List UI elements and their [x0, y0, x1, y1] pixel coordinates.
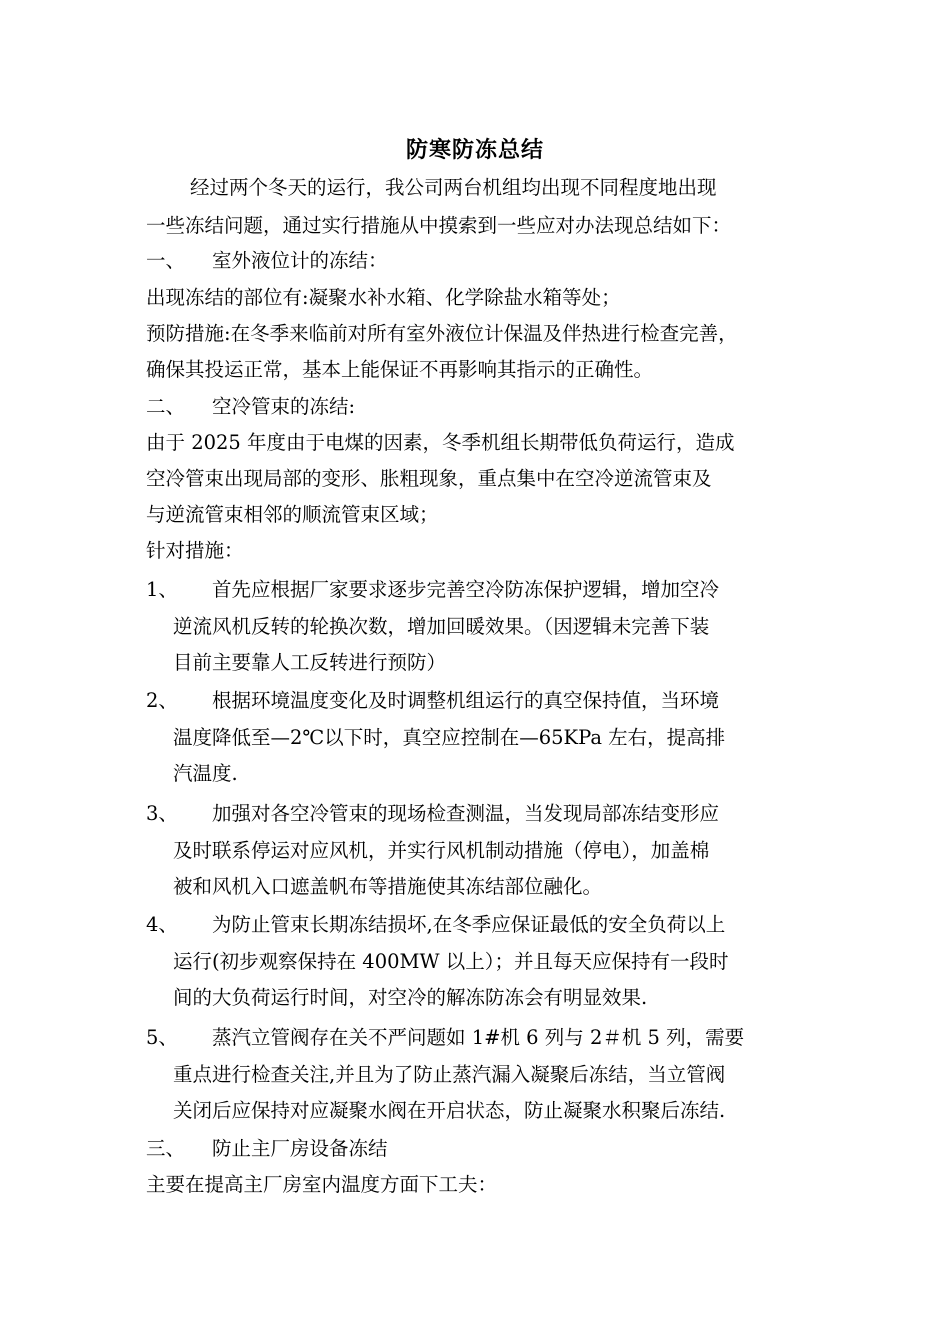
item3-line-1: 加强对各空冷管束的现场检查测温，当发现局部冻结变形应	[212, 802, 720, 825]
item2-line-2: 温度降低至—2℃以下时，真空应控制在—65KPa 左右，提高排	[173, 726, 726, 749]
item3-line-2: 及时联系停运对应风机，并实行风机制动措施（停电），加盖棉	[173, 839, 710, 862]
section3-line-1: 主要在提高主厂房室内温度方面下工夫：	[146, 1173, 498, 1196]
item4-line-3: 间的大负荷运行时间，对空冷的解冻防冻会有明显效果.	[173, 986, 648, 1009]
item5-line-1: 蒸汽立管阀存在关不严问题如 1#机 6 列与 2＃机 5 列，需要	[212, 1026, 745, 1049]
section3-number: 三、	[146, 1137, 186, 1160]
section2-line-1: 由于 2025 年度由于电煤的因素，冬季机组长期带低负荷运行，造成	[146, 431, 735, 454]
section1-number: 一、	[146, 249, 186, 272]
section1-line-2: 预防措施:在冬季来临前对所有室外液位计保温及伴热进行检查完善，	[146, 322, 738, 345]
item2-line-1: 根据环境温度变化及时调整机组运行的真空保持值，当环境	[212, 689, 720, 712]
item5-line-3: 关闭后应保持对应凝聚水阀在开启状态，防止凝聚水积聚后冻结.	[173, 1099, 726, 1122]
item2-line-3: 汽温度.	[173, 762, 238, 785]
section2-line-2: 空冷管束出现局部的变形、胀粗现象，重点集中在空冷逆流管束及	[146, 467, 712, 490]
section1-line-3: 确保其投运正常，基本上能保证不再影响其指示的正确性。	[146, 358, 654, 381]
item5-number: 5、	[146, 1026, 178, 1049]
item4-line-1: 为防止管束长期冻结损坏,在冬季应保证最低的安全负荷以上	[212, 913, 726, 936]
section2-number: 二、	[146, 395, 186, 418]
section2-line-3: 与逆流管束相邻的顺流管束区域；	[146, 503, 439, 526]
item4-number: 4、	[146, 913, 178, 936]
item2-number: 2、	[146, 689, 178, 712]
document-title: 防寒防冻总结	[405, 137, 544, 163]
section2-line-4: 针对措施：	[146, 539, 244, 562]
section2-heading: 空冷管束的冻结:	[212, 395, 356, 418]
intro-line-1: 经过两个冬天的运行，我公司两台机组均出现不同程度地出现	[190, 176, 717, 199]
item5-line-2: 重点进行检查关注,并且为了防止蒸汽漏入凝聚后冻结，当立管阀	[173, 1063, 726, 1086]
item1-number: 1、	[146, 578, 178, 601]
section3-heading: 防止主厂房设备冻结	[212, 1137, 388, 1160]
item1-line-1: 首先应根据厂家要求逐步完善空冷防冻保护逻辑，增加空冷	[212, 578, 720, 601]
section1-line-1: 出现冻结的部位有:凝聚水补水箱、化学除盐水箱等处；	[146, 286, 621, 309]
item1-line-3: 目前主要靠人工反转进行预防）	[173, 651, 447, 674]
item1-line-2: 逆流风机反转的轮换次数，增加回暖效果。（因逻辑未完善下装	[173, 615, 710, 638]
section1-heading: 室外液位计的冻结：	[212, 249, 388, 272]
intro-line-2: 一些冻结问题，通过实行措施从中摸索到一些应对办法现总结如下：	[146, 214, 732, 237]
item3-number: 3、	[146, 802, 178, 825]
item4-line-2: 运行(初步观察保持在 400MW 以上）；并且每天应保持有一段时	[173, 950, 729, 973]
item3-line-3: 被和风机入口遮盖帆布等措施使其冻结部位融化。	[173, 875, 603, 898]
